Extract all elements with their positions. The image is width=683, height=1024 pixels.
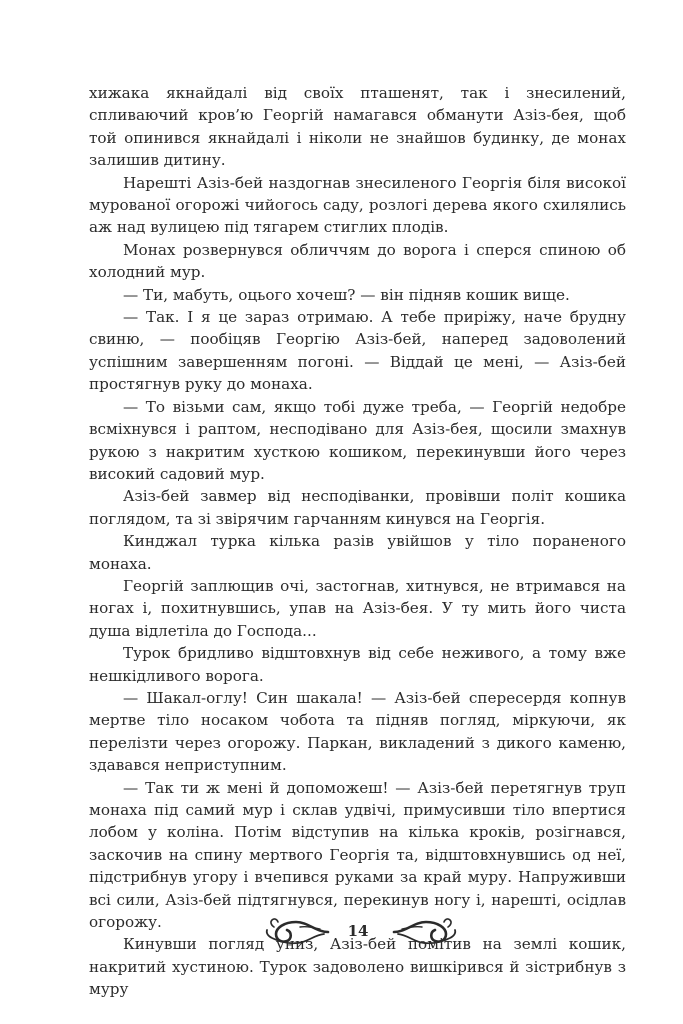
page-footer xyxy=(0,910,683,956)
paragraph: — То візьми сам, якщо тобі дуже треба, — Георгій недобре всміхнувся і раптом, несподівано для Азіз-бея, щосили змахнув рукою з накритим хусткою кошиком, перекинувши його через високий садовий мур. xyxy=(89,397,626,483)
paragraph: Монах розвернувся обличчям до ворога і сперся спиною об холодний мур. xyxy=(89,240,626,282)
flourish-ornament-icon xyxy=(264,914,330,950)
paragraph: — Ти, мабуть, оцього хочеш? — він підняв кошик вище. xyxy=(123,285,570,304)
page-body-text xyxy=(89,82,626,1001)
paragraph: хижака якнайдалі від своїх пташенят, так і знесилений, спливаючий кров’ю Георгій намагався обманути Азіз-бея, щоб той опинився якнайдалі і ніколи не знайшов будинку, де монах залишив дитину. xyxy=(89,84,626,170)
paragraph: — Так. І я це зараз отримаю. А тебе приріжу, наче брудну свиню, — пообіцяв Георгію Азіз-бей, наперед задоволений успішним завершенням погоні. — Віддай це мені, — Азіз-бей простягнув руку до монаха. xyxy=(89,308,626,394)
paragraph: Кинджал турка кілька разів увійшов у тіло пораненого монаха. xyxy=(89,532,626,573)
paragraph: Кинувши погляд униз, Азіз-бей помітив на землі кошик, накритий хустиною. Турок задоволено вишкірився й зістрибнув з муру xyxy=(89,935,626,999)
paragraph: Георгій заплющив очі, застогнав, хитнувся, не втримався на ногах і, похитнувшись, упав на Азіз-бея. У ту мить його чиста душа відлетіла до Господа... xyxy=(89,576,626,640)
paragraph: Турок бридливо відштовхнув від себе неживого, а тому вже нешкідливого ворога. xyxy=(89,644,626,685)
paragraph: Нарешті Азіз-бей наздогнав знесиленого Георгія біля високої мурованої огорожі чийогось саду, розлогі дерева якого схилялись аж над вулицею під тягарем стиглих плодів. xyxy=(89,173,626,237)
page-number: 14 xyxy=(347,922,369,940)
flourish-ornament-icon xyxy=(392,914,458,950)
paragraph: — Так ти ж мені й допоможеш! — Азіз-бей перетягнув труп монаха під самий мур і склав удвічі, примусивши тіло впертися лобом у коліна. Потім відступив на кілька кроків, розігнався, заскочив на спину мертвого Георгія та, відштовхнувшись од неї, підстрибнув угору і вчепився руками за край муру. Напруживши всі сили, Азіз-бей підтягнувся, перекинув ногу і, нарешті, осідлав огорожу. xyxy=(89,778,626,932)
paragraph: — Шакал-оглу! Син шакала! — Азіз-бей спересердя копнув мертве тіло носаком чобота та підняв погляд, міркуючи, як перелізти через огорожу. Паркан, викладений з дикого каменю, здавався неприступним. xyxy=(89,688,626,775)
paragraph: Азіз-бей завмер від несподіванки, провівши політ кошика поглядом, та зі звірячим гарчанням кинувся на Георгія. xyxy=(89,487,626,528)
